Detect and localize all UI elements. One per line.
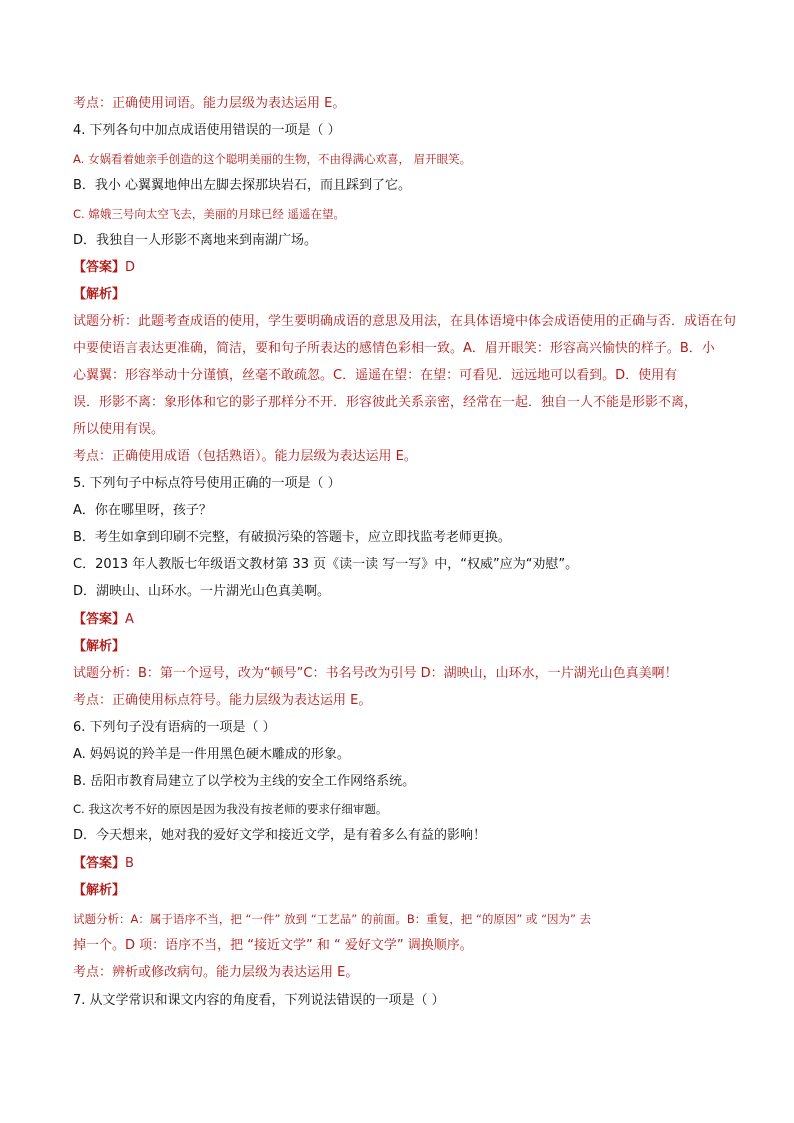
- kaodian-line: 考点：正确使用成语（包括熟语）。能力层级为表达运用 E。: [73, 449, 417, 464]
- kaodian-line: 考点：辨析或修改病句。能力层级为表达运用 E。: [73, 965, 359, 980]
- analysis-label: 【解析】: [73, 883, 126, 898]
- answer-label: 【答案】: [73, 260, 126, 275]
- analysis-text: 掉一个。D 项：语序不当，把 “接近文学” 和 “ 爱好文学” 调换顺序。: [73, 938, 473, 953]
- question-4-option-c: C. 嫦娥三号向太空飞去，美丽的月球已经 遥遥在望。: [73, 207, 345, 221]
- question-4-option-d: D．我独自一人形影不离地来到南湖广场。: [73, 233, 318, 248]
- analysis-label: 【解析】: [73, 639, 126, 654]
- analysis-text: 试题分析：此题考查成语的使用，学生要明确成语的意思及用法，在具体语境中体会成语使用的正确与否．成语在句: [73, 314, 737, 329]
- question-6-option-b: B. 岳阳市教育局建立了以学校为主线的安全工作网络系统。: [73, 774, 416, 789]
- kaodian-line: 考点：正确使用标点符号。能力层级为表达运用 E。: [73, 693, 372, 708]
- analysis-text: 所以使用有误。: [73, 422, 165, 437]
- question-6-option-d: D．今天想来，她对我的爱好文学和接近文学，是有着多么有益的影响！: [73, 828, 487, 843]
- answer-row-4: [73, 259, 763, 277]
- question-6-stem: 6. 下列句子没有语病的一项是（ ）: [73, 720, 276, 735]
- analysis-text: 心翼翼：形容举动十分谨慎，丝毫不敢疏忽。C．遥遥在望：在望：可看见．远远地可以看到。D．使用有: [73, 368, 678, 383]
- answer-label: 【答案】: [73, 856, 126, 871]
- question-6-option-c: C. 我这次考不好的原因是因为我没有按老师的要求仔细审题。: [73, 802, 388, 816]
- question-5-option-c: C．2013 年人教版七年级语文教材第 33 页《读一读 写一写》中，“权威”应为“劝慰”。: [73, 557, 579, 572]
- kaodian-line: 考点：正确使用词语。能力层级为表达运用 E。: [73, 96, 346, 111]
- analysis-text: 试题分析：B：第一个逗号，改为“顿号”C：书名号改为引号 D：湖映山，山环水，一片湖光山色真美啊！: [73, 666, 678, 681]
- answer-value: B: [125, 856, 134, 871]
- analysis-label: 【解析】: [73, 287, 126, 302]
- question-5-option-b: B．考生如拿到印刷不完整，有破损污染的答题卡，应立即找监考老师更换。: [73, 530, 511, 545]
- answer-value: D: [125, 260, 136, 275]
- question-5-option-a: A．你在哪里呀，孩子？: [73, 503, 212, 518]
- analysis-text: 中要使语言表达更准确，简洁，要和句子所表达的感情色彩相一致。A．眉开眼笑：形容高兴愉快的样子。B．小: [73, 341, 715, 356]
- answer-value: A: [125, 612, 134, 627]
- question-4-stem: 4. 下列各句中加点成语使用错误的一项是（ ）: [73, 123, 341, 138]
- analysis-text: 试题分析：A：属于语序不当，把 “一件” 放到 “工艺品” 的前面。B：重复，把 “的原因” 或 “因为” 去: [73, 912, 592, 926]
- answer-row-6: [73, 855, 763, 873]
- question-5-option-d: D．湖映山、山环水。一片湖光山色真美啊。: [73, 584, 331, 599]
- question-4-option-a: A. 女娲看着她亲手创造的这个聪明美丽的生物，不由得满心欢喜， 眉开眼笑。: [73, 152, 472, 166]
- answer-label: 【答案】: [73, 612, 126, 627]
- question-7-stem: 7. 从文学常识和课文内容的角度看，下列说法错误的一项是（ ）: [73, 993, 445, 1008]
- question-6-option-a: A. 妈妈说的羚羊是一件用黑色硬木雕成的形象。: [73, 747, 350, 762]
- question-5-stem: 5. 下列句子中标点符号使用正确的一项是（ ）: [73, 476, 341, 491]
- analysis-text: 误．形影不离：象形体和它的影子那样分不开．形容彼此关系亲密，经常在一起．独自一人不能是形影不离，: [73, 395, 698, 410]
- question-4-option-b: B．我小 心翼翼地伸出左脚去探那块岩石，而且踩到了它。: [73, 178, 412, 193]
- answer-row-5: [73, 611, 763, 629]
